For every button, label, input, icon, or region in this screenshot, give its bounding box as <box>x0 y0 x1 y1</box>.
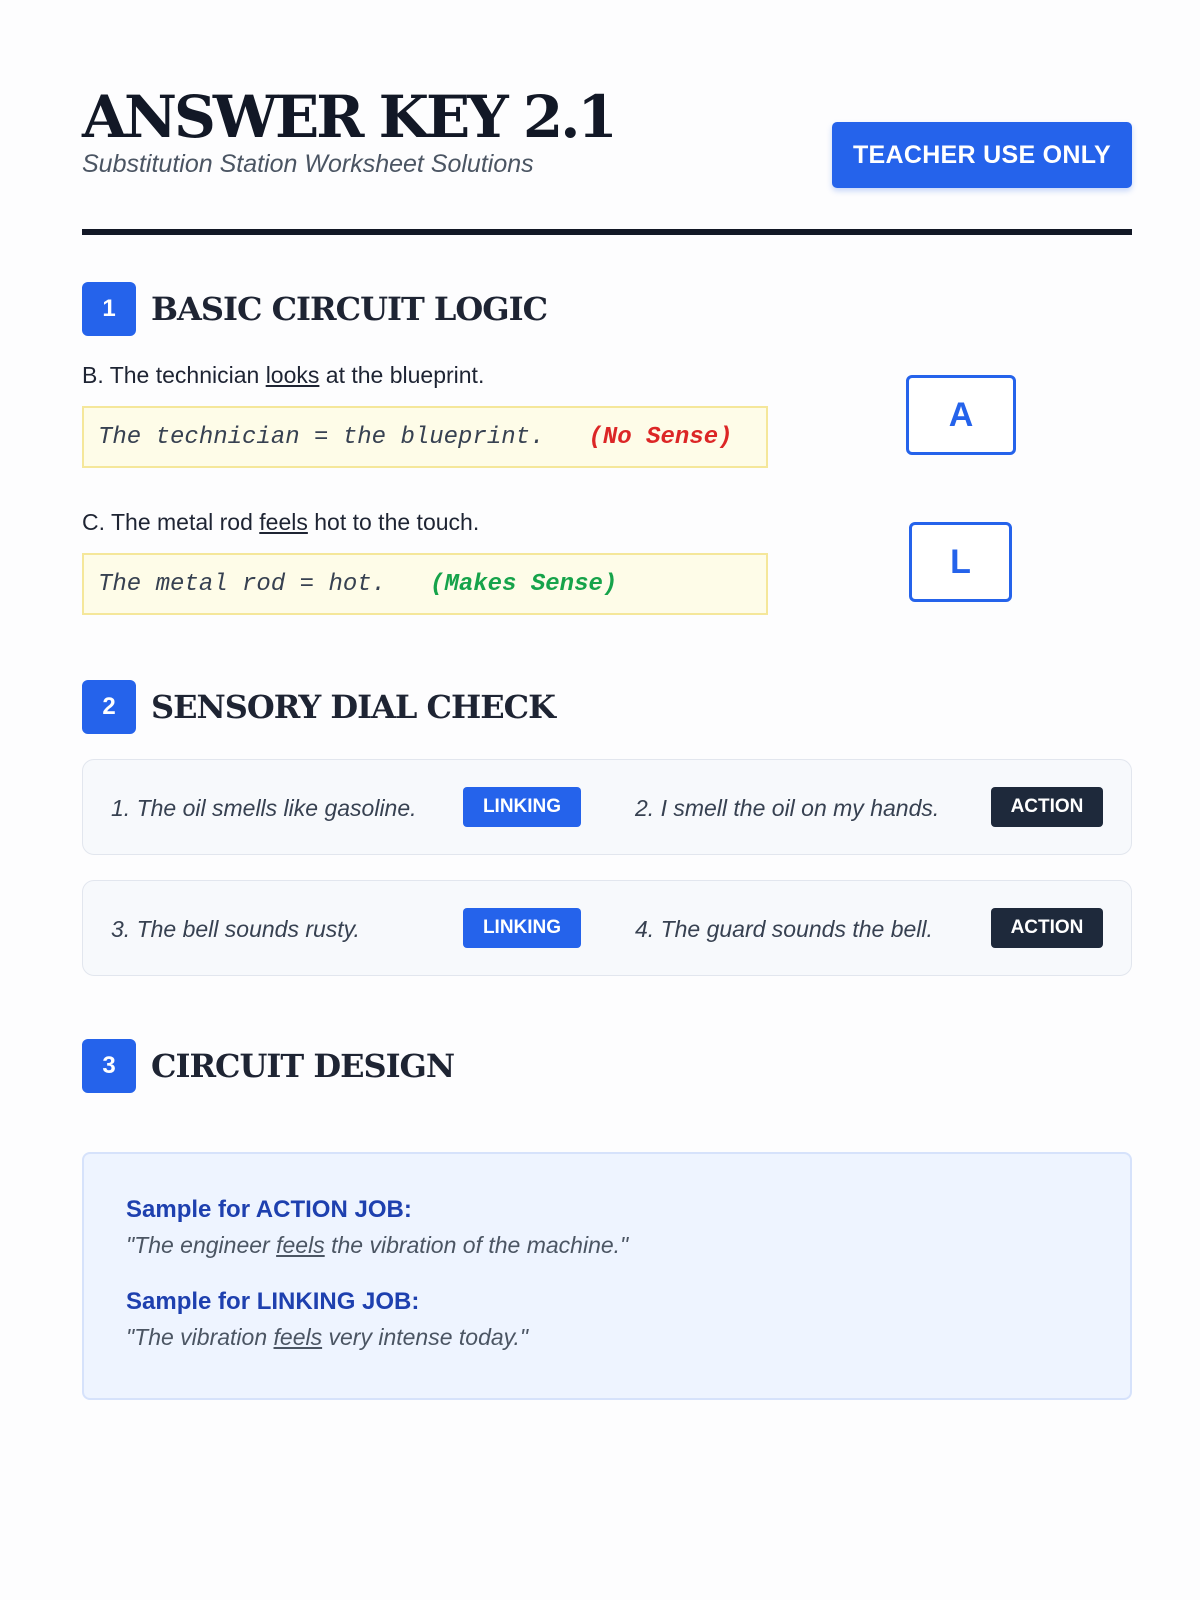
answer-box-b: A <box>906 375 1016 455</box>
page-header <box>82 84 1132 194</box>
action-tag: ACTION <box>991 787 1103 827</box>
verb-underline: feels <box>273 1324 323 1350</box>
section-title: SENSORY DIAL CHECK <box>151 688 555 726</box>
question-c: C. The metal rod feels hot to the touch. <box>82 509 480 535</box>
sensory-row-2 <box>82 880 1132 976</box>
linking-tag: LINKING <box>463 787 581 827</box>
sentence-3: 3. The bell sounds rusty. <box>111 915 360 942</box>
verb-underline: feels <box>259 509 308 535</box>
section-3-header <box>82 1039 454 1093</box>
circuit-design-samples <box>82 1152 1132 1400</box>
header-divider <box>82 229 1132 235</box>
sentence-4: 4. The guard sounds the bell. <box>635 915 933 942</box>
substitution-test-box <box>82 553 768 615</box>
verb-underline: feels <box>276 1232 325 1258</box>
linking-tag: LINKING <box>463 908 581 948</box>
linking-sample-label: Sample for LINKING JOB: <box>126 1288 420 1315</box>
page-title: ANSWER KEY 2.1 <box>82 83 615 151</box>
section-number-badge: 2 <box>82 680 136 734</box>
question-b: B. The technician looks at the blueprint. <box>82 362 485 388</box>
section-1-header <box>82 282 547 336</box>
page-subtitle: Substitution Station Worksheet Solutions <box>82 150 534 178</box>
sensory-row-1 <box>82 759 1132 855</box>
action-tag: ACTION <box>991 908 1103 948</box>
equation-text: The metal rod = hot. <box>98 570 387 598</box>
action-sample-text: "The engineer feels the vibration of the machine." <box>126 1232 629 1258</box>
answer-box-c: L <box>909 522 1012 602</box>
verdict-makes-sense: (Makes Sense) <box>430 570 618 598</box>
section-title: CIRCUIT DESIGN <box>151 1047 455 1085</box>
section-2-header <box>82 680 555 734</box>
sentence-1: 1. The oil smells like gasoline. <box>111 794 417 821</box>
sentence-2: 2. I smell the oil on my hands. <box>635 794 940 821</box>
equation-text: The technician = the blueprint. <box>98 423 545 451</box>
section-number-badge: 1 <box>82 282 136 336</box>
verb-underline: looks <box>265 362 320 388</box>
teacher-use-only-badge: TEACHER USE ONLY <box>832 122 1132 188</box>
verdict-no-sense: (No Sense) <box>588 423 733 451</box>
action-sample-label: Sample for ACTION JOB: <box>126 1196 412 1223</box>
linking-sample-text: "The vibration feels very intense today." <box>126 1324 529 1350</box>
substitution-test-box <box>82 406 768 468</box>
section-title: BASIC CIRCUIT LOGIC <box>151 290 548 328</box>
section-number-badge: 3 <box>82 1039 136 1093</box>
